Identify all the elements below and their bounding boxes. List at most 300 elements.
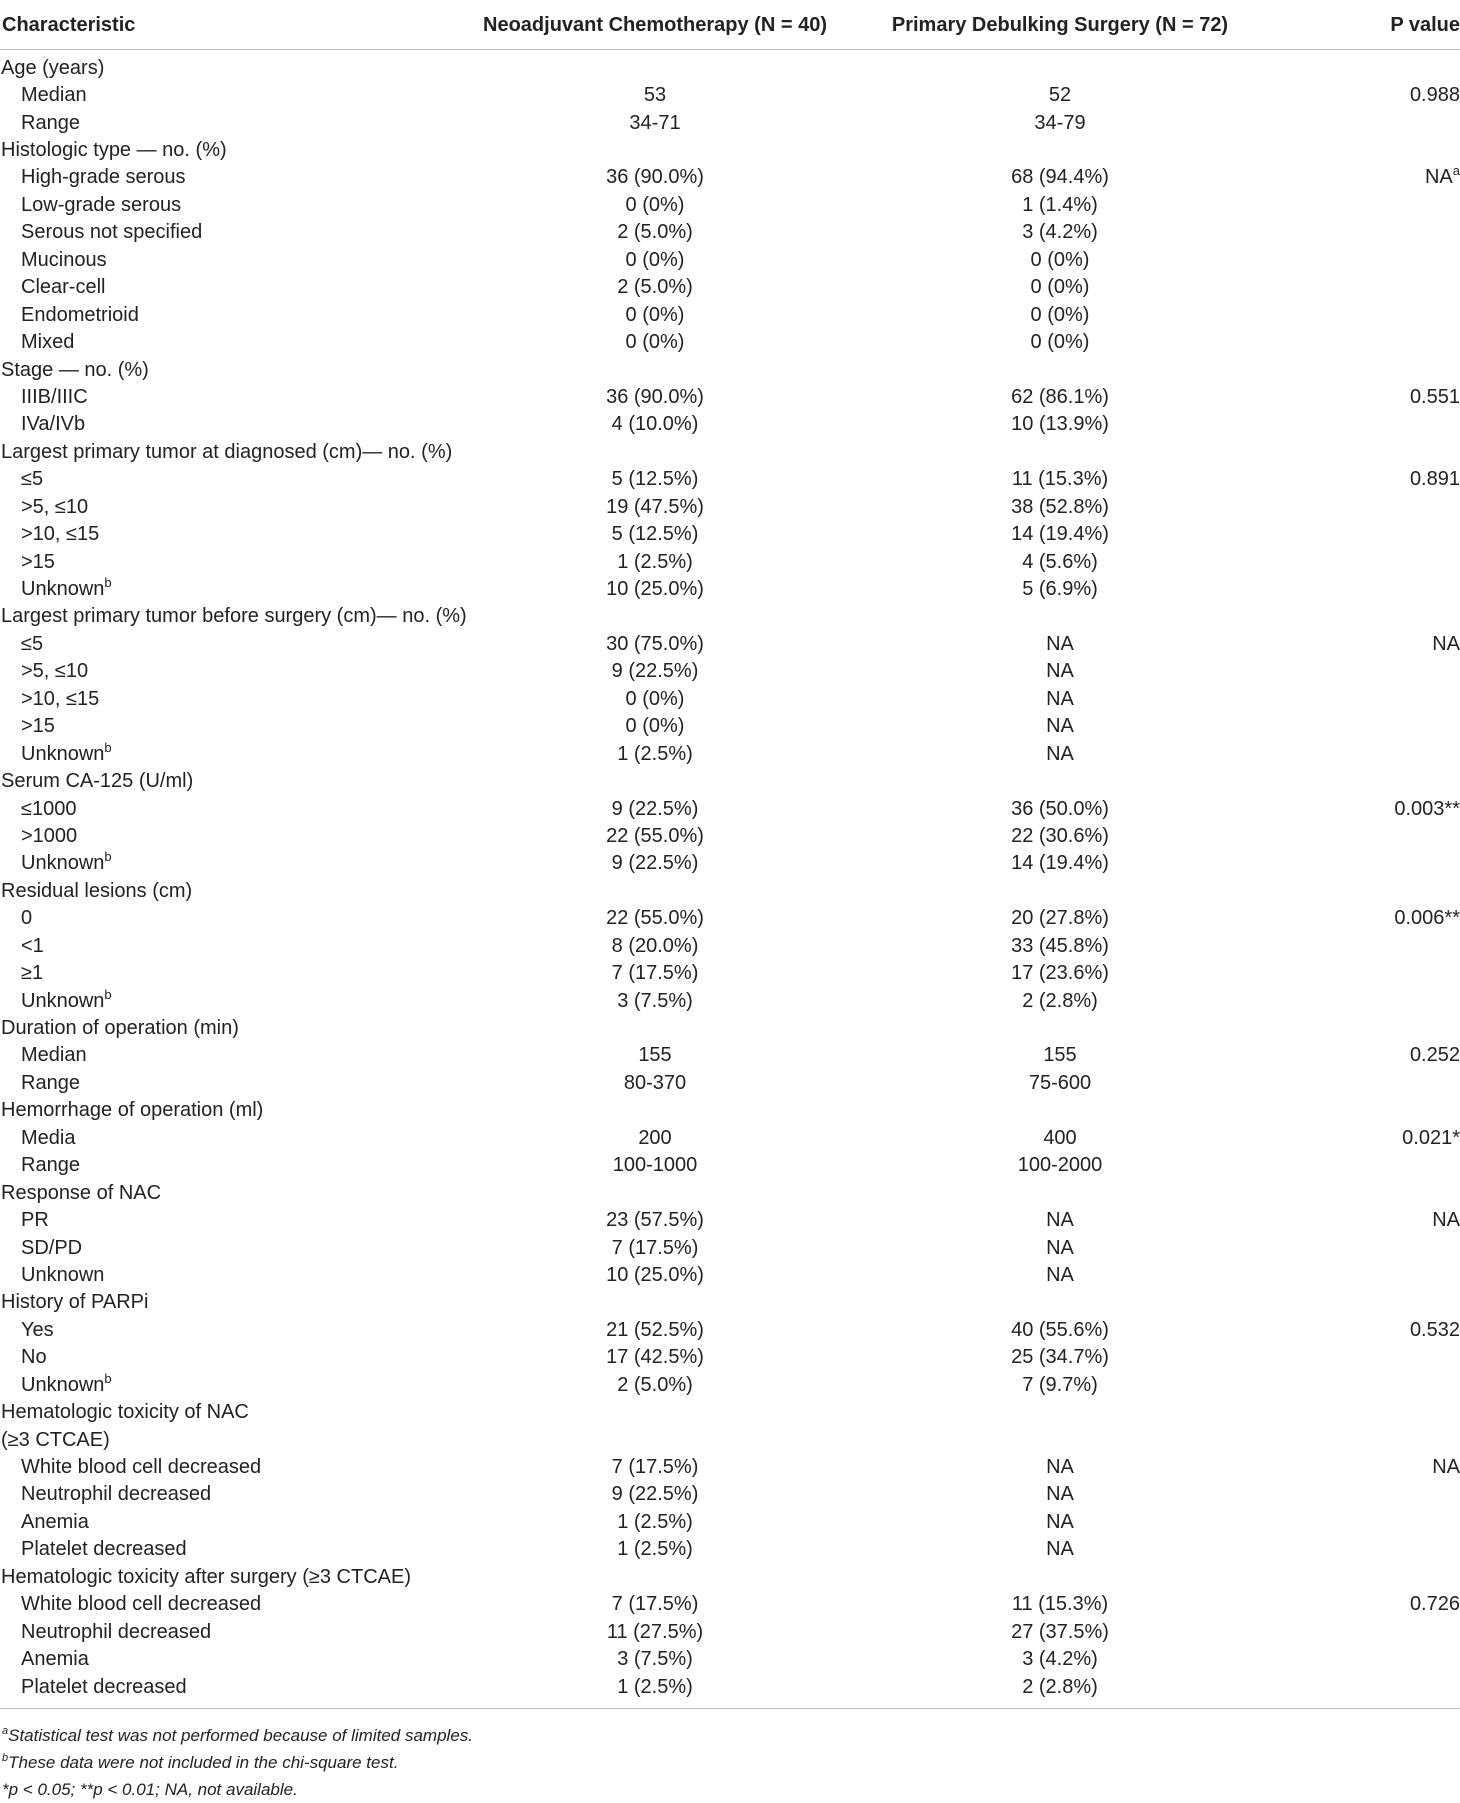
row-label-text: (≥3 CTCAE): [1, 1428, 110, 1451]
cell-p-value: [1270, 630, 1460, 657]
cell-nac: 80-370: [623, 1071, 687, 1094]
row-label: [0, 1481, 420, 1508]
table-row: [0, 493, 1460, 520]
row-label-text: Range: [21, 1154, 80, 1177]
row-label-text: Unknown: [21, 1263, 105, 1286]
row-label-text: Unknown: [21, 1373, 105, 1396]
cell-nac: 36 (90.0%): [606, 385, 704, 408]
cell-p-value: [1270, 1097, 1460, 1124]
cell-nac: 3 (7.5%): [617, 1648, 693, 1671]
cell-nac: 2 (5.0%): [617, 221, 693, 244]
row-label-text: >10, ≤15: [21, 687, 100, 710]
cell-nac: 5 (12.5%): [611, 523, 699, 546]
table-row: [0, 1371, 1460, 1398]
cell-pds: 0 (0%): [1030, 248, 1090, 271]
table-row: [0, 932, 1460, 959]
p-value-text: 0.988: [1409, 84, 1460, 107]
cell-pds: 3 (4.2%): [1022, 221, 1098, 244]
table-row: [0, 191, 1460, 218]
cell-nac: 7 (17.5%): [611, 1456, 699, 1479]
cell-pds: NA: [1046, 1483, 1074, 1506]
table-row: [0, 1206, 1460, 1233]
row-group-label: [0, 1398, 420, 1425]
row-label: [0, 959, 420, 986]
cell-pds: 5 (6.9%): [1022, 578, 1098, 601]
table-row: [0, 603, 1460, 630]
row-label: [0, 740, 420, 767]
row-label: [0, 905, 420, 932]
cell-pds: [840, 1179, 1270, 1206]
cell-nac: [420, 438, 840, 465]
row-label-text: <1: [21, 934, 44, 957]
row-label-text: 0: [21, 907, 33, 930]
row-label-text: Mixed: [21, 331, 75, 354]
row-label: [0, 1042, 420, 1069]
cell-p-value: [1270, 1152, 1460, 1179]
cell-nac: 22 (55.0%): [606, 824, 704, 847]
cell-nac: 1 (2.5%): [617, 1510, 693, 1533]
cell-p-value: [1270, 219, 1460, 246]
cell-nac: 9 (22.5%): [611, 660, 699, 683]
row-label-text: Largest primary tumor before surgery (cm)— no. (%): [1, 605, 467, 628]
cell-p-value: [1270, 1042, 1460, 1069]
cell-p-value: [1270, 822, 1460, 849]
row-label-text: White blood cell decreased: [21, 1593, 262, 1616]
row-label-text: Hemorrhage of operation (ml): [1, 1099, 264, 1122]
footnote-a-marker: a: [2, 1725, 9, 1737]
cell-pds: 33 (45.8%): [1011, 934, 1109, 957]
row-label: [0, 411, 420, 438]
cell-p-value: [1270, 383, 1460, 410]
row-group-label: [0, 54, 420, 81]
table-row: [0, 658, 1460, 685]
p-value-text: NA: [1432, 1209, 1460, 1232]
cell-pds: NA: [1046, 1263, 1074, 1286]
table-row: [0, 1042, 1460, 1069]
cell-pds: 2 (2.8%): [840, 1673, 1270, 1709]
cell-p-value: [1270, 1289, 1460, 1316]
row-label: [0, 1453, 420, 1480]
p-value-text: NA: [1432, 632, 1460, 655]
cell-nac: 9 (22.5%): [611, 1483, 699, 1506]
cell-pds: NA: [1046, 1209, 1074, 1232]
row-label-text: ≥1: [21, 962, 44, 985]
cell-p-value: [1270, 575, 1460, 602]
row-label: [0, 301, 420, 328]
cell-p-value: [1270, 1398, 1460, 1425]
cell-nac: 1 (2.5%): [617, 1538, 693, 1561]
cell-pds: NA: [1046, 687, 1074, 710]
row-group-label: [0, 877, 420, 904]
cell-nac: 10 (25.0%): [606, 1263, 704, 1286]
cell-pds: 62 (86.1%): [1011, 385, 1109, 408]
cell-p-value: [1270, 1069, 1460, 1096]
cell-nac: 36 (90.0%): [606, 166, 704, 189]
table-row: [0, 1508, 1460, 1535]
table-row: [0, 383, 1460, 410]
cell-p-value: [1270, 1453, 1460, 1480]
row-label: [0, 1069, 420, 1096]
cell-nac: 0 (0%): [625, 687, 685, 710]
row-label: [0, 1618, 420, 1645]
cell-nac: 2 (5.0%): [617, 276, 693, 299]
cell-pds: [840, 54, 1270, 81]
cell-p-value: [1270, 877, 1460, 904]
row-label-text: No: [21, 1346, 47, 1369]
row-label-text: >10, ≤15: [21, 523, 100, 546]
table-row: [0, 713, 1460, 740]
row-label-text: High-grade serous: [21, 166, 186, 189]
cell-p-value: [1270, 109, 1460, 136]
table-row: [0, 1234, 1460, 1261]
row-label: [0, 713, 420, 740]
cell-nac: 34-71: [629, 111, 681, 134]
table-row: [0, 54, 1460, 81]
row-label-text: Stage — no. (%): [1, 358, 149, 381]
cell-pds: [840, 136, 1270, 163]
cell-pds: NA: [1046, 715, 1074, 738]
row-label: [0, 1316, 420, 1343]
row-label-text: Largest primary tumor at diagnosed (cm)— no. (%): [1, 440, 453, 463]
p-value-text: 0.021*: [1402, 1126, 1460, 1149]
row-label: [0, 685, 420, 712]
cell-pds: 2 (2.8%): [1022, 989, 1098, 1012]
table-row: [0, 136, 1460, 163]
footnote-a-text: Statistical test was not performed because of limited samples.: [8, 1726, 474, 1745]
row-label-text: >15: [21, 550, 55, 573]
cell-pds: 11 (15.3%): [1011, 468, 1109, 491]
cell-nac: 100-1000: [612, 1154, 698, 1177]
cell-pds: [840, 877, 1270, 904]
cell-pds: 22 (30.6%): [1011, 824, 1109, 847]
cell-pds: NA: [1046, 632, 1074, 655]
row-label-text: Age (years): [1, 56, 105, 79]
row-group-label: [0, 1563, 420, 1590]
row-label-text: Median: [21, 84, 87, 107]
table-row: [0, 1591, 1460, 1618]
cell-p-value: [1270, 466, 1460, 493]
cell-p-value: [1270, 713, 1460, 740]
cell-p-value: [1270, 1234, 1460, 1261]
row-label-text: ≤5: [21, 632, 44, 655]
cell-nac: [420, 877, 840, 904]
table-row: [0, 164, 1460, 191]
cell-nac: 9 (22.5%): [611, 852, 699, 875]
row-label: [0, 1508, 420, 1535]
p-value-text: 0.006**: [1394, 907, 1460, 930]
cell-pds: [840, 1014, 1270, 1041]
table-row: [0, 548, 1460, 575]
row-label: [0, 1591, 420, 1618]
table-row: [0, 1261, 1460, 1288]
cell-p-value: [1270, 987, 1460, 1014]
row-label-text: >5, ≤10: [21, 495, 89, 518]
cell-nac: 7 (17.5%): [611, 1236, 699, 1259]
row-label-text: Duration of operation (min): [1, 1017, 239, 1040]
cell-p-value: [1270, 1645, 1460, 1672]
table-row: [0, 630, 1460, 657]
table-row: [0, 274, 1460, 301]
table-row: [0, 1536, 1460, 1563]
row-label-text: Anemia: [21, 1510, 89, 1533]
p-value-text: NA: [1424, 166, 1453, 189]
row-group-label: [0, 356, 420, 383]
row-label-text: Hematologic toxicity after surgery (≥3 CTCAE): [1, 1565, 411, 1588]
cell-pds: 27 (37.5%): [1011, 1620, 1109, 1643]
cell-pds: NA: [1046, 1538, 1074, 1561]
row-group-label: [0, 1097, 420, 1124]
cell-nac: [420, 1179, 840, 1206]
table-row: [0, 795, 1460, 822]
cell-p-value: [1270, 932, 1460, 959]
row-label: [0, 246, 420, 273]
table-row: [0, 575, 1460, 602]
cell-pds: 75-600: [1028, 1071, 1092, 1094]
cell-pds: 0 (0%): [1030, 303, 1090, 326]
cell-nac: [420, 603, 840, 630]
table-row: [0, 1152, 1460, 1179]
row-label: [0, 164, 420, 191]
footnote-b: [2, 1749, 473, 1776]
cell-nac: 0 (0%): [625, 303, 685, 326]
cell-pds: 10 (13.9%): [1011, 413, 1109, 436]
cell-p-value: [1270, 136, 1460, 163]
row-label: [0, 466, 420, 493]
cell-p-value: [1270, 1371, 1460, 1398]
row-label-text: Unknown: [21, 742, 105, 765]
row-label: [0, 1536, 420, 1563]
cell-nac: 22 (55.0%): [606, 907, 704, 930]
row-label: [0, 219, 420, 246]
cell-nac: 155: [638, 1044, 672, 1067]
table-row: [0, 1069, 1460, 1096]
cell-pds: 1 (1.4%): [1022, 193, 1098, 216]
row-label-text: Endometrioid: [21, 303, 139, 326]
row-label-text: Serum CA-125 (U/ml): [1, 770, 194, 793]
cell-p-value: [1270, 493, 1460, 520]
cell-nac: 19 (47.5%): [606, 495, 704, 518]
cell-p-value: [1270, 54, 1460, 81]
row-label-text: Range: [21, 1071, 80, 1094]
cell-p-value: [1270, 1261, 1460, 1288]
cell-p-value: [1270, 1563, 1460, 1590]
footnote-marker: b: [104, 849, 112, 865]
cell-nac: [420, 54, 840, 81]
cell-p-value: [1270, 795, 1460, 822]
cell-pds: [840, 603, 1270, 630]
footnote-marker: b: [104, 575, 112, 591]
cell-pds: 38 (52.8%): [1011, 495, 1109, 518]
cell-pds: 17 (23.6%): [1011, 962, 1109, 985]
row-label: [0, 1234, 420, 1261]
row-label-text: Response of NAC: [1, 1181, 162, 1204]
row-label: [0, 987, 420, 1014]
cell-p-value: [1270, 1014, 1460, 1041]
row-label-text: Clear-cell: [21, 276, 106, 299]
row-group-label: [0, 1014, 420, 1041]
cell-nac: 8 (20.0%): [611, 934, 699, 957]
cell-p-value: [1270, 1673, 1460, 1709]
cell-pds: 40 (55.6%): [1011, 1318, 1109, 1341]
cell-pds: [840, 1289, 1270, 1316]
row-label-text: Low-grade serous: [21, 193, 182, 216]
cell-pds: 4 (5.6%): [1022, 550, 1098, 573]
cell-pds: 100-2000: [1017, 1154, 1103, 1177]
table-row: [0, 328, 1460, 355]
row-label: [0, 1261, 420, 1288]
cell-pds: 11 (15.3%): [1011, 1593, 1109, 1616]
row-group-label: [0, 1426, 420, 1453]
cell-p-value: [1270, 850, 1460, 877]
cell-pds: [840, 438, 1270, 465]
cell-nac: 0 (0%): [625, 248, 685, 271]
table-row: [0, 1426, 1460, 1453]
row-label: [0, 850, 420, 877]
table-row: [0, 850, 1460, 877]
row-label: [0, 575, 420, 602]
cell-nac: 11 (27.5%): [606, 1620, 704, 1643]
footnote-marker: b: [104, 986, 112, 1002]
table-body: [0, 54, 1460, 1709]
cell-p-value: [1270, 1508, 1460, 1535]
footnote-marker: a: [1452, 163, 1460, 179]
cell-nac: 2 (5.0%): [617, 1373, 693, 1396]
table-row: [0, 438, 1460, 465]
cell-nac: 10 (25.0%): [606, 578, 704, 601]
cell-nac: [420, 1097, 840, 1124]
row-label-text: IIIB/IIIC: [21, 385, 88, 408]
cell-p-value: [1270, 356, 1460, 383]
row-label-text: Histologic type — no. (%): [1, 139, 227, 162]
row-label: [0, 1645, 420, 1672]
cell-p-value: [1270, 959, 1460, 986]
cell-p-value: [1270, 438, 1460, 465]
row-label: [0, 81, 420, 108]
row-label-text: Anemia: [21, 1648, 89, 1671]
row-label-text: Range: [21, 111, 80, 134]
table-row: [0, 959, 1460, 986]
row-label-text: Yes: [21, 1318, 54, 1341]
cell-nac: [420, 1398, 840, 1425]
p-value-text: 0.726: [1409, 1593, 1460, 1616]
row-label-text: SD/PD: [21, 1236, 83, 1259]
cell-pds: 155: [1043, 1044, 1077, 1067]
row-label: [0, 328, 420, 355]
row-label: [0, 548, 420, 575]
row-label: [0, 1673, 420, 1709]
cell-nac: 0 (0%): [625, 193, 685, 216]
cell-pds: [840, 1426, 1270, 1453]
table-row: [0, 1289, 1460, 1316]
row-label: [0, 109, 420, 136]
row-label: [0, 383, 420, 410]
cell-pds: NA: [1046, 1456, 1074, 1479]
cell-p-value: [1270, 274, 1460, 301]
cell-p-value: [1270, 1618, 1460, 1645]
cell-nac: [420, 1563, 840, 1590]
cell-p-value: [1270, 1124, 1460, 1151]
cell-pds: [840, 767, 1270, 794]
row-label: [0, 1124, 420, 1151]
row-label-text: Unknown: [21, 989, 105, 1012]
cell-nac: 53: [643, 84, 667, 107]
cell-nac: 3 (7.5%): [617, 989, 693, 1012]
cell-pds: 3 (4.2%): [1022, 1648, 1098, 1671]
cell-nac: 30 (75.0%): [606, 632, 704, 655]
row-group-label: [0, 767, 420, 794]
table-header: [0, 0, 1460, 54]
p-value-text: NA: [1432, 1456, 1460, 1479]
row-label: [0, 932, 420, 959]
header-p-value: P value: [1270, 0, 1460, 50]
row-group-label: [0, 1289, 420, 1316]
cell-p-value: [1270, 767, 1460, 794]
row-label-text: >5, ≤10: [21, 660, 89, 683]
cell-pds: [840, 1097, 1270, 1124]
p-value-text: 0.252: [1409, 1044, 1460, 1067]
table-row: [0, 81, 1460, 108]
footnote-marker: b: [104, 1370, 112, 1386]
cell-pds: 14 (19.4%): [1011, 852, 1109, 875]
row-label: [0, 630, 420, 657]
cell-pds: NA: [1046, 1510, 1074, 1533]
row-group-label: [0, 438, 453, 465]
table-row: [0, 1097, 1460, 1124]
table-row: [0, 356, 1460, 383]
cell-nac: [420, 1289, 840, 1316]
table-row: [0, 1645, 1460, 1672]
table-row: [0, 1563, 1460, 1590]
cell-pds: 34-79: [1034, 111, 1086, 134]
cell-pds: NA: [1046, 660, 1074, 683]
row-label-text: Residual lesions (cm): [1, 879, 193, 902]
cell-p-value: [1270, 164, 1460, 191]
row-label: [0, 822, 420, 849]
cell-pds: 7 (9.7%): [1022, 1373, 1098, 1396]
cell-pds: 400: [1043, 1126, 1077, 1149]
row-label-text: PR: [21, 1209, 49, 1232]
cell-p-value: [1270, 658, 1460, 685]
table-row: [0, 1398, 1460, 1425]
cell-p-value: [1270, 1179, 1460, 1206]
table-row: [0, 877, 1460, 904]
footnote-b-marker: b: [2, 1752, 9, 1764]
cell-p-value: [1270, 603, 1460, 630]
table-row: [0, 1179, 1460, 1206]
row-label: [0, 493, 420, 520]
table-row: [0, 1316, 1460, 1343]
cell-pds: 52: [1048, 84, 1072, 107]
cell-nac: 200: [638, 1126, 672, 1149]
table-row: [0, 301, 1460, 328]
cell-pds: NA: [1046, 742, 1074, 765]
table-row: [0, 822, 1460, 849]
cell-nac: 1 (2.5%): [420, 1673, 840, 1709]
cell-nac: 5 (12.5%): [611, 468, 699, 491]
table-row: [0, 466, 1460, 493]
cell-p-value: [1270, 301, 1460, 328]
cell-pds: 20 (27.8%): [1011, 907, 1109, 930]
row-group-label: [0, 1179, 420, 1206]
cell-p-value: [1270, 1206, 1460, 1233]
row-label: [0, 795, 420, 822]
cell-p-value: [1270, 548, 1460, 575]
table-row: [0, 520, 1460, 547]
cell-nac: 9 (22.5%): [611, 797, 699, 820]
p-value-text: 0.551: [1409, 385, 1460, 408]
row-label: [0, 274, 420, 301]
cell-nac: 1 (2.5%): [617, 742, 693, 765]
